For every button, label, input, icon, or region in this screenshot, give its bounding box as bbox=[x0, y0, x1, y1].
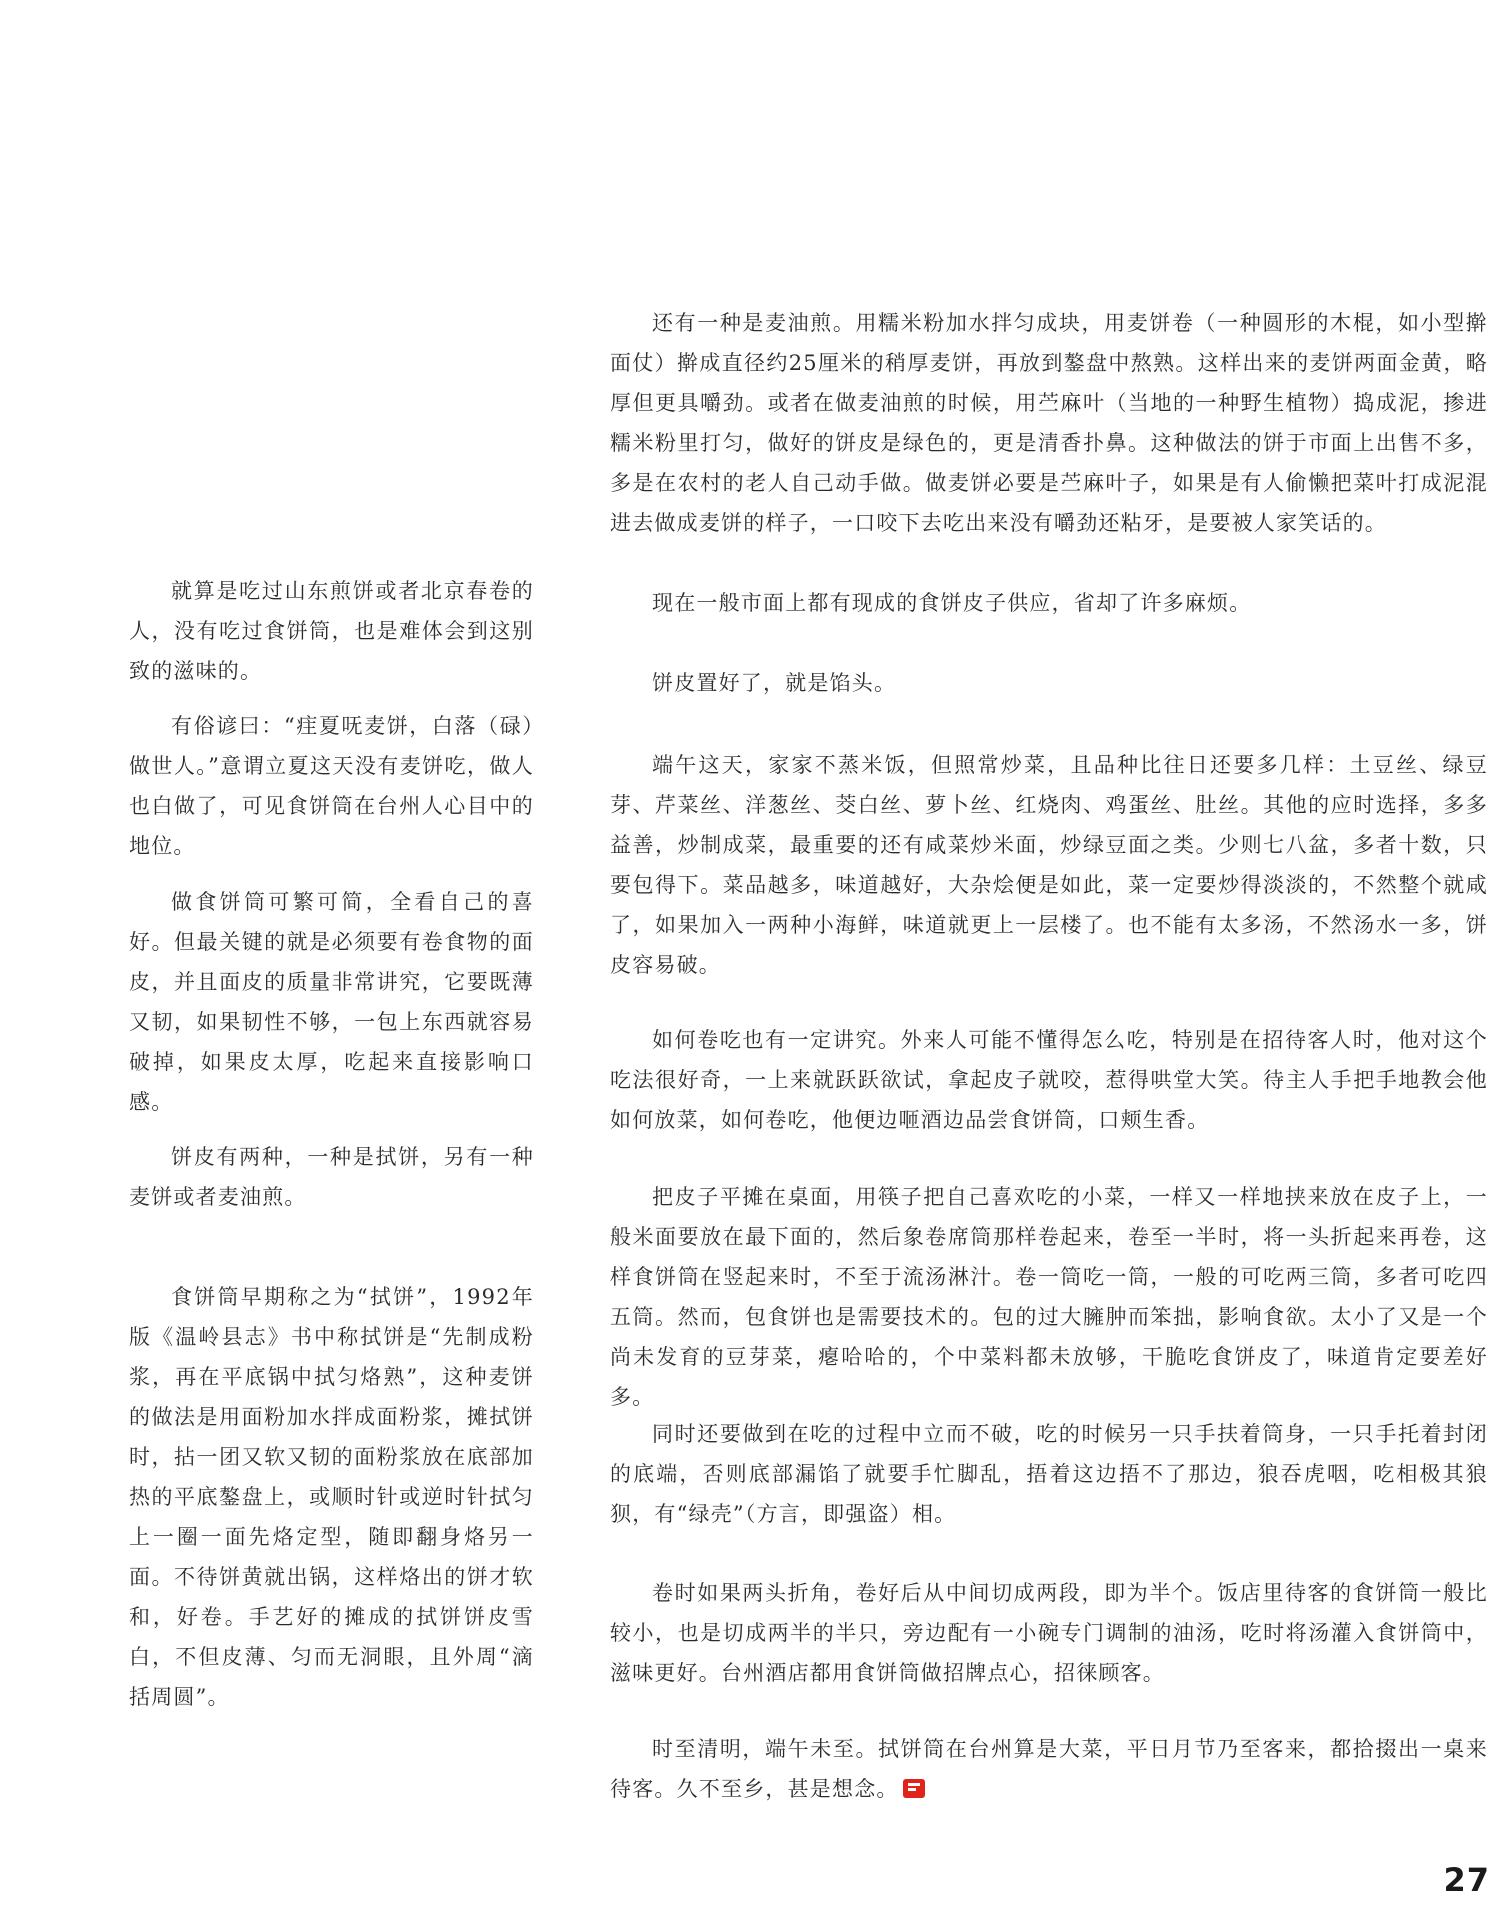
paragraph: 端午这天，家家不蒸米饭，但照常炒菜，且品种比往日还要多几样：土豆丝、绿豆芽、芹菜丝、洋葱丝、茭白丝、萝卜丝、红烧肉、鸡蛋丝、肚丝。其他的应时选择，多多益善，炒制成菜，最重要的还有咸菜炒米面，炒绿豆面之类。少则七八盆，多者十数，只要包得下。菜品越多，味道越好，大杂烩便是如此，菜一定要炒得淡淡的，不然整个就咸了，如果加入一两种小海鲜，味道就更上一层楼了。也不能有太多汤，不然汤水一多，饼皮容易破。 bbox=[610, 753, 1488, 977]
paragraph: 还有一种是麦油煎。用糯米粉加水拌匀成块，用麦饼卷（一种圆形的木棍，如小型擀面仗）擀成直径约25厘米的稍厚麦饼，再放到鏊盘中熬熟。这样出来的麦饼两面金黄，略厚但更具嚼劲。或者在做麦油煎的时候，用苎麻叶（当地的一种野生植物）捣成泥，掺进糯米粉里打匀，做好的饼皮是绿色的，更是清香扑鼻。这种做法的饼于市面上出售不多，多是在农村的老人自己动手做。做麦饼必要是苎麻叶子，如果是有人偷懒把菜叶打成泥混进去做成麦饼的样子，一口咬下去吃出来没有嚼劲还粘牙，是要被人家笑话的。 bbox=[610, 311, 1488, 535]
paragraph: 就算是吃过山东煎饼或者北京春卷的人，没有吃过食饼筒，也是难体会到这别致的滋味的。 bbox=[129, 579, 534, 683]
page-number: 27 bbox=[1443, 1861, 1490, 1899]
paragraph: 如何卷吃也有一定讲究。外来人可能不懂得怎么吃，特别是在招待客人时，他对这个吃法很好奇，一上来就跃跃欲试，拿起皮子就咬，惹得哄堂大笑。待主人手把手地教会他如何放菜，如何卷吃，他便边咂酒边品尝食饼筒，口颊生香。 bbox=[610, 1028, 1488, 1132]
paragraph: 饼皮有两种，一种是拭饼，另有一种麦饼或者麦油煎。 bbox=[129, 1145, 534, 1209]
paragraph: 同时还要做到在吃的过程中立而不破，吃的时候另一只手扶着筒身，一只手托着封闭的底端，否则底部漏馅了就要手忙脚乱，捂着这边捂不了那边，狼吞虎咽，吃相极其狼狈，有“绿壳”（方言，即强盗）相。 bbox=[610, 1422, 1488, 1526]
last-paragraph-wrapper bbox=[610, 1729, 1488, 1809]
magazine-logo-icon bbox=[903, 1779, 925, 1798]
paragraph: 把皮子平摊在桌面，用筷子把自己喜欢吃的小菜，一样又一样地挟来放在皮子上，一般米面要放在最下面的，然后象卷席筒那样卷起来，卷至一半时，将一头折起来再卷，这样食饼筒在竖起来时，不至于流汤淋汁。卷一筒吃一筒，一般的可吃两三筒，多者可吃四五筒。然而，包食饼也是需要技术的。包的过大臃肿而笨拙，影响食欲。太小了又是一个尚未发育的豆芽菜，瘪哈哈的，个中菜料都未放够，干脆吃食饼皮了，味道肯定要差好多。 bbox=[610, 1185, 1488, 1409]
paragraph bbox=[610, 1729, 1488, 1809]
paragraph: 现在一般市面上都有现成的食饼皮子供应，省却了许多麻烦。 bbox=[652, 591, 1252, 615]
paragraph-text: 时至清明，端午未至。拭饼筒在台州算是大菜，平日月节乃至客来，都拾掇出一桌来待客。久不至乡，甚是想念。 bbox=[610, 1737, 1488, 1801]
paragraph: 做食饼筒可繁可简，全看自己的喜好。但最关键的就是必须要有卷食物的面皮，并且面皮的质量非常讲究，它要既薄又韧，如果韧性不够，一包上东西就容易破掉，如果皮太厚，吃起来直接影响口感。 bbox=[129, 890, 534, 1114]
paragraph: 有俗谚曰：“疰夏呒麦饼，白落（碌）做世人。”意谓立夏这天没有麦饼吃，做人也白做了，可见食饼筒在台州人心目中的地位。 bbox=[129, 714, 534, 858]
paragraph: 卷时如果两头折角，卷好后从中间切成两段，即为半个。饭店里待客的食饼筒一般比较小，也是切成两半的半只，旁边配有一小碗专门调制的油汤，吃时将汤灌入食饼筒中，滋味更好。台州酒店都用食饼筒做招牌点心，招徕顾客。 bbox=[610, 1581, 1488, 1685]
paragraph: 饼皮置好了，就是馅头。 bbox=[652, 671, 897, 695]
paragraph: 食饼筒早期称之为“拭饼”，1992年版《温岭县志》书中称拭饼是“先制成粉浆，再在平底锅中拭匀烙熟”，这种麦饼的做法是用面粉加水拌成面粉浆，摊拭饼时，拈一团又软又韧的面粉浆放在底部加热的平底鏊盘上，或顺时针或逆时针拭匀上一圈一面先烙定型，随即翻身烙另一面。不待饼黄就出锅，这样烙出的饼才软和，好卷。手艺好的摊成的拭饼饼皮雪白，不但皮薄、匀而无洞眼，且外周“滴括周圆”。 bbox=[129, 1285, 534, 1709]
